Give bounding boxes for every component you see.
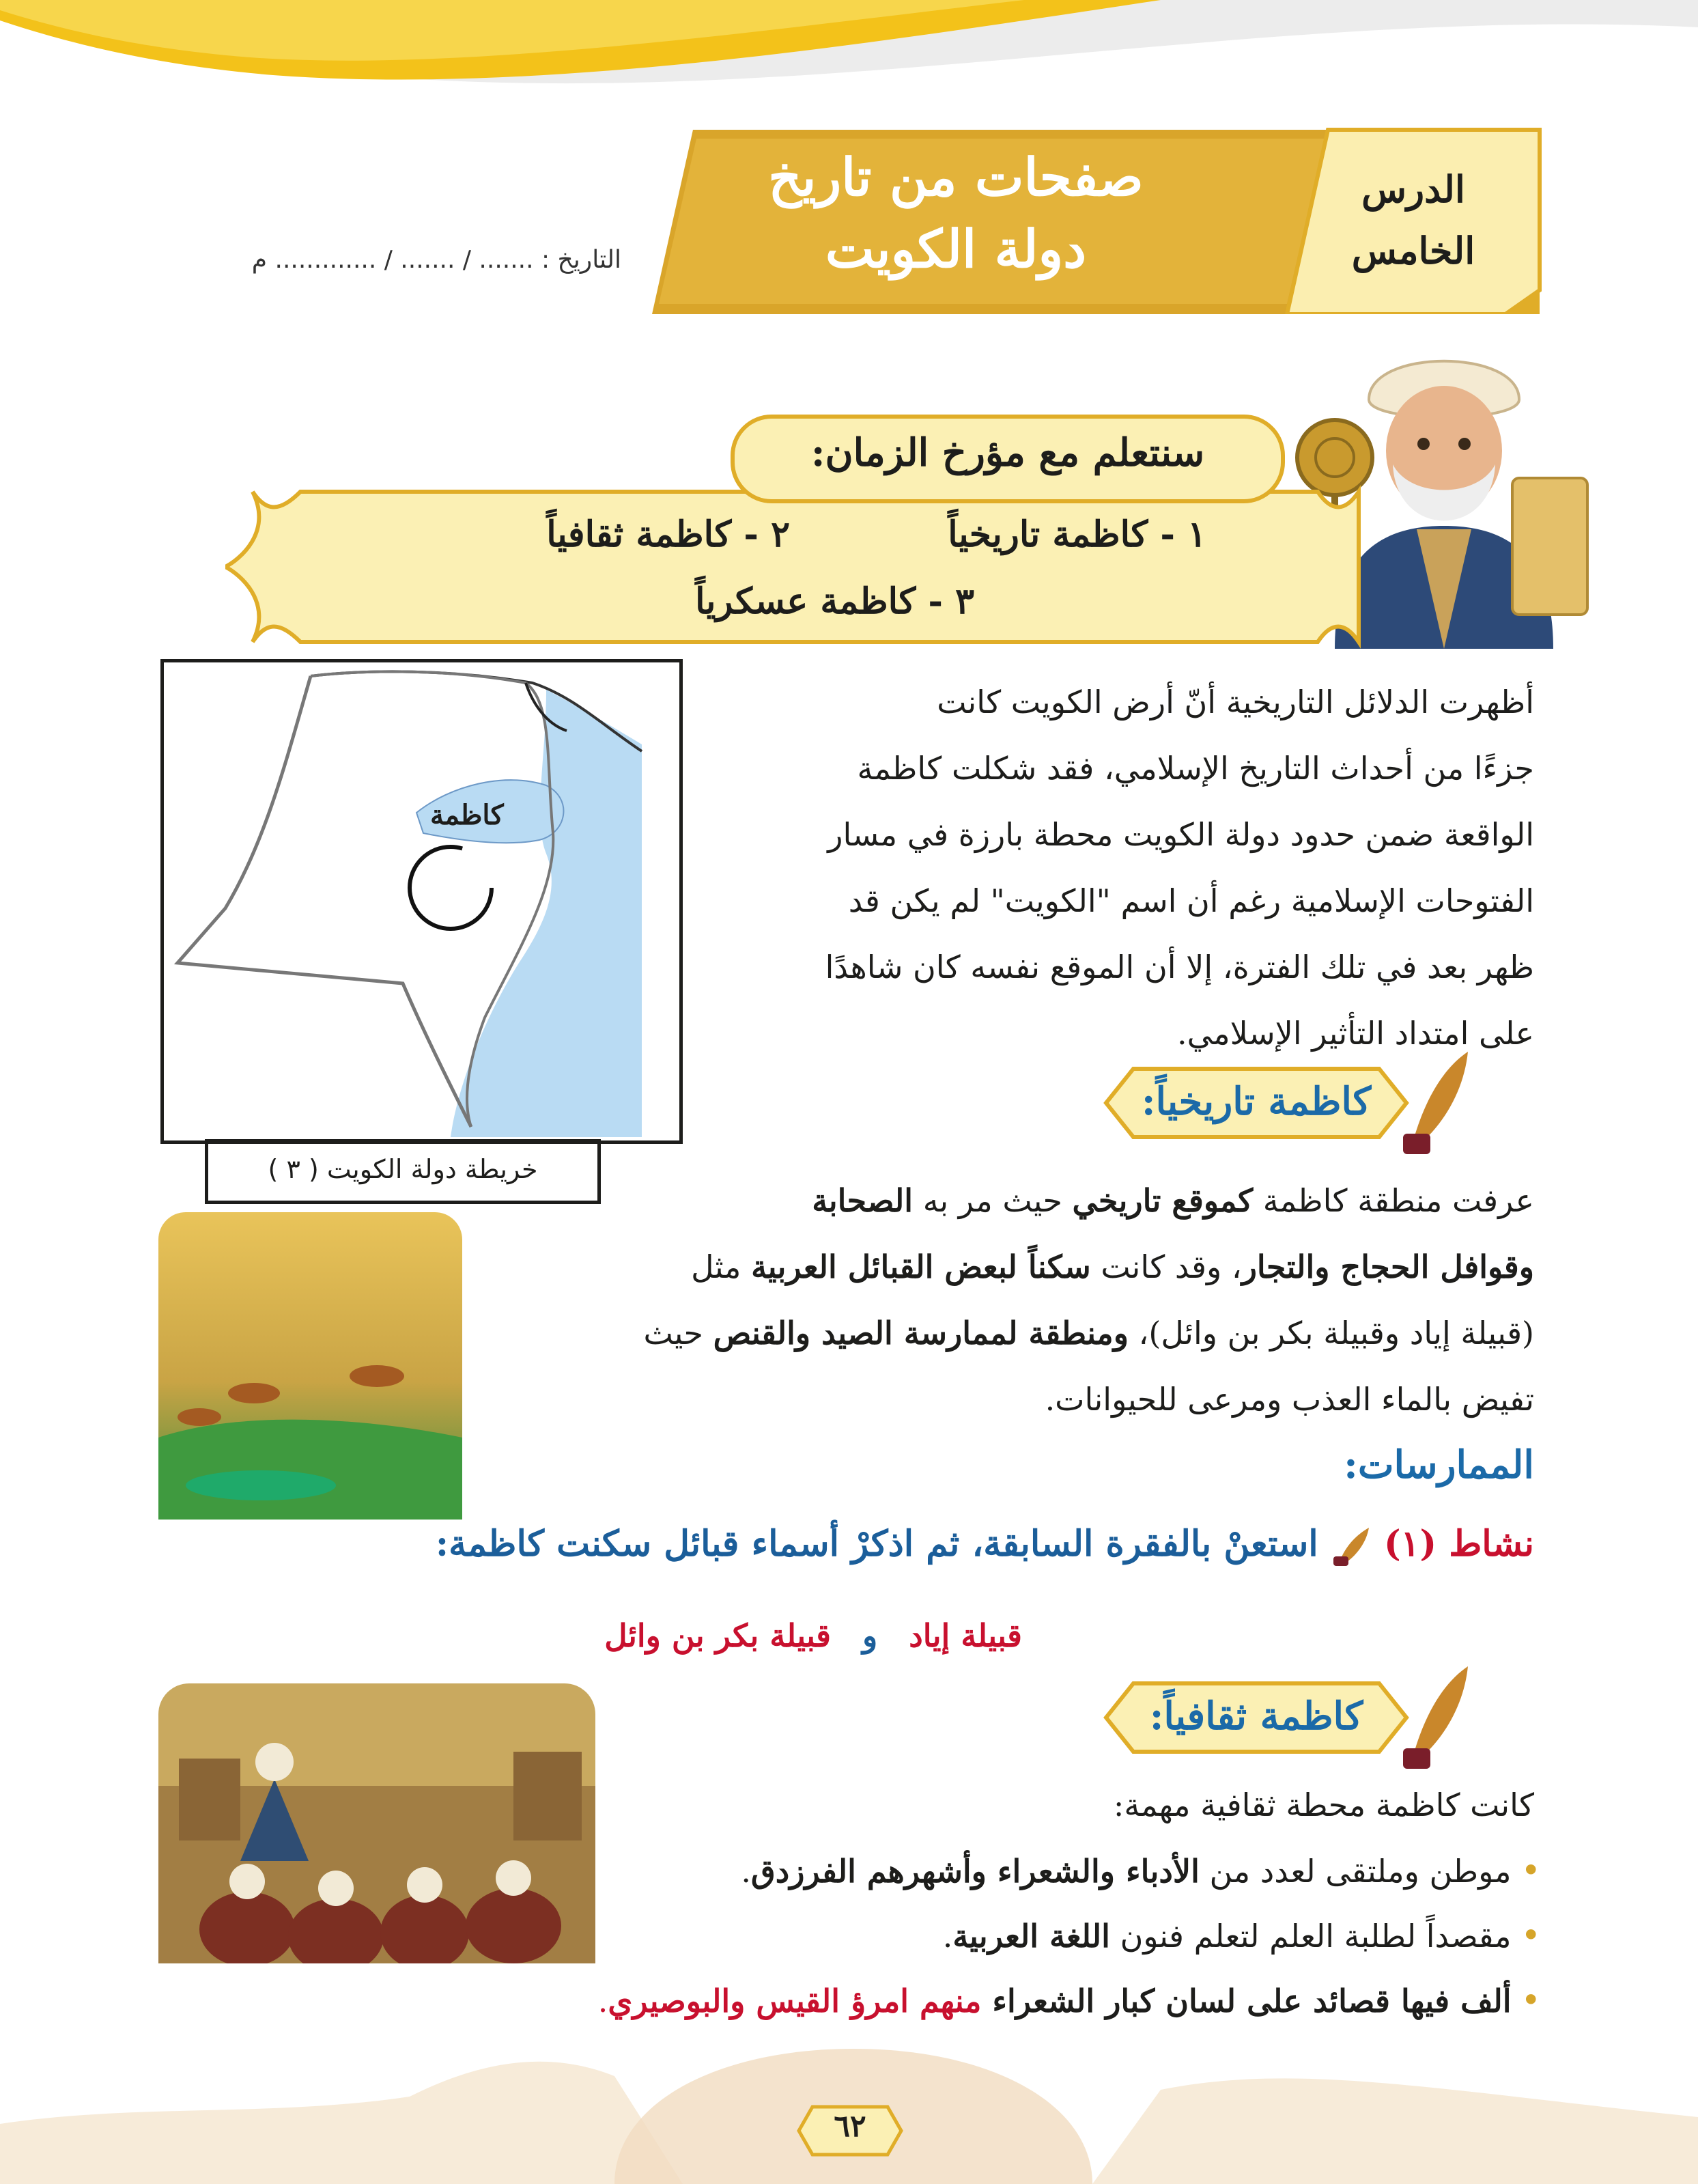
answer-2: قبيلة بكر بن وائل [604,1617,831,1654]
bullet-item-2: •مقصداً لطلبة العلم لتعلم فنون اللغة العربية. [942,1916,1541,1955]
kuwait-map [164,662,676,1137]
top-decorative-swoosh [0,0,1698,137]
objectives-panel [225,485,1386,649]
section1-line-4: تفيض بالماء العذب ومرعى للحيوانات. [1045,1381,1534,1418]
quill-icon [1331,1526,1372,1567]
activity-question: استعنْ بالفقرة السابقة، ثم اذكرْ أسماء قبائل سكنت كاظمة: [435,1523,1318,1565]
poets-gathering-image [158,1683,595,1963]
section2-intro: كانت كاظمة محطة ثقافية مهمة: [1113,1787,1534,1823]
objective-item-1: ١ - كاظمة تاريخياً [948,514,1206,555]
scroll-icon [1512,478,1587,615]
practices-heading: الممارسات: [1344,1442,1534,1487]
section1-line-3: (قبيلة إياد وقبيلة بكر بن وائل)، ومنطقة لممارسة الصيد والقنص حيث [643,1315,1534,1352]
lesson-number-line2: الخامس [1351,229,1475,272]
activity-row [436,1523,1534,1567]
map-label-kazma: كاظمة [430,799,504,831]
section1-line-2: وقوافل الحجاج والتجار، وقد كانت سكناً لبعض القبائل العربية مثل [691,1248,1534,1285]
page-number: ٦٢ [834,2109,866,2144]
intro-line-2: جزءًا من أحداث التاريخ الإسلامي، فقد شكلت كاظمة [857,750,1534,787]
answer-and: و [862,1617,878,1654]
intro-line-3: الواقعة ضمن حدود دولة الكويت محطة بارزة في مسار [827,816,1534,853]
date-field[interactable]: التاريخ : ....... / ....... / ............. م [251,246,621,274]
section1-heading: كاظمة تاريخياً: [1141,1079,1372,1124]
bullet-item-3: •ألف فيها قصائد على لسان كبار الشعراء منهم امرؤ القيس والبوصيري. [597,1980,1541,2020]
map-caption: خريطة دولة الكويت ( ٣ ) [268,1154,538,1184]
activity-label: نشاط (١) [1383,1523,1534,1565]
activity-answer-row [604,1617,1022,1654]
lesson-number-line1: الدرس [1361,167,1465,211]
intro-line-5: ظهر بعد في تلك الفترة، إلا أن الموقع نفسه كان شاهدًا [825,949,1534,985]
lesson-title-line1: صفحات من تاريخ [768,147,1144,208]
intro-line-4: الفتوحات الإسلامية رغم أن اسم "الكويت" لم يكن قد [848,882,1534,919]
section2-heading: كاظمة ثقافياً: [1149,1694,1363,1739]
intro-line-6: على امتداد التأثير الإسلامي. [1177,1015,1534,1052]
bullet-item-1: •موطن وملتقى لعدد من الأدباء والشعراء وأشهرهم الفرزدق. [741,1851,1541,1890]
objectives-banner-text: سنتعلم مع مؤرخ الزمان: [810,430,1205,475]
intro-line-1: أظهرت الدلائل التاريخية أنّ أرض الكويت كانت [937,684,1534,720]
gazelle-desert-image [158,1212,462,1520]
quill-icon [1403,1052,1468,1154]
quill-icon [1403,1666,1468,1769]
section1-line-1: عرفت منطقة كاظمة كموقع تاريخي حيث مر به الصحابة [812,1182,1534,1219]
objective-item-3: ٣ - كاظمة عسكرياً [695,580,974,622]
answer-1: قبيلة إياد [909,1617,1022,1654]
objective-item-2: ٢ - كاظمة ثقافياً [546,514,790,555]
background-architecture [0,2021,1698,2184]
lesson-title-line2: دولة الكويت [825,219,1087,279]
